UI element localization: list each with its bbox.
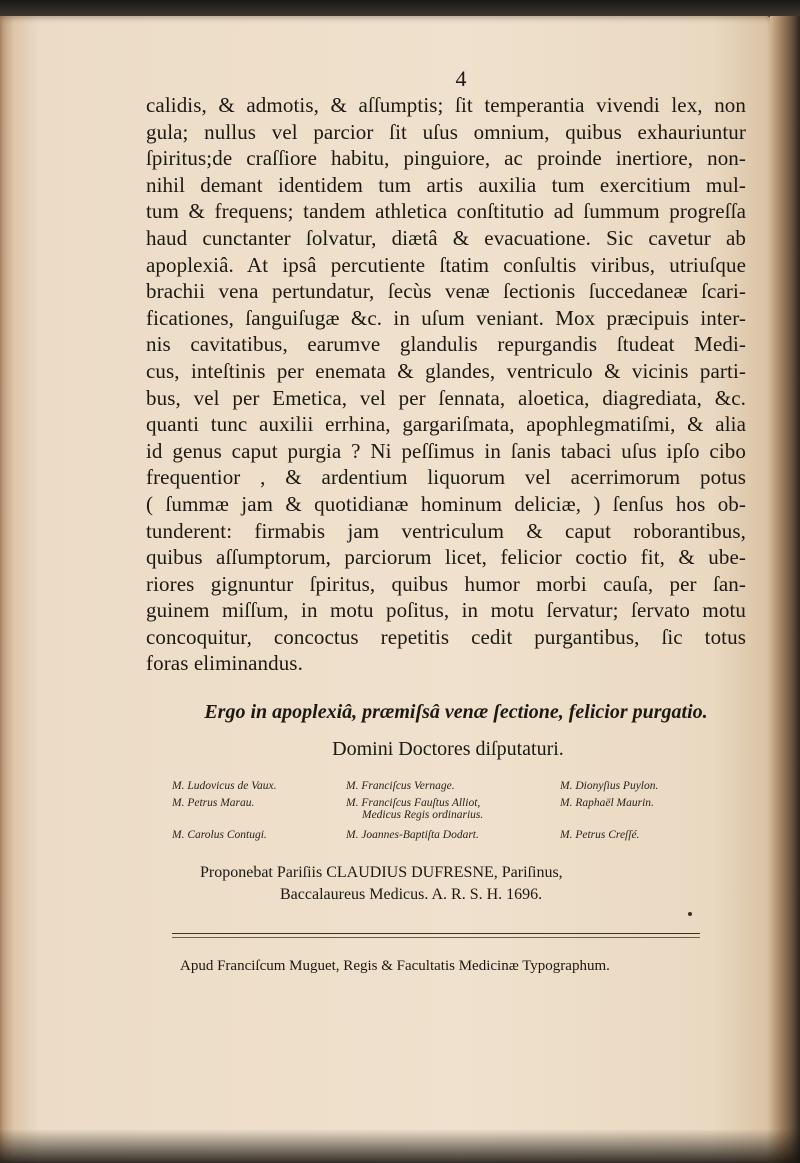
body-paragraph [146, 92, 746, 677]
doctors-heading: Domini Doctores diſputaturi. [332, 738, 564, 761]
divider-rule [172, 933, 700, 934]
doctors-row [172, 829, 732, 846]
doctor-name: M. Raphaël Maurin. [560, 797, 654, 809]
doctor-name: M. Franciſcus Vernage. [346, 780, 455, 792]
doctor-name: M. Franciſcus Fauſtus Alliot, [346, 797, 481, 809]
body-line: quibus aſſumptorum, parciorum licet, felicior coctio fit, & ube- [146, 545, 746, 570]
page-number: 4 [455, 66, 467, 91]
page-content [146, 68, 746, 761]
body-line: foras eliminandus. [146, 651, 303, 676]
doctor-name: M. Joannes-Baptiſta Dodart. [346, 829, 479, 841]
printer-imprint: Apud Franciſcum Muguet, Regis & Facultatis Medicinæ Typographum. [180, 958, 610, 974]
body-line: cus, inteſtinis per enemata & glandes, ventriculo & vicinis parti- [146, 358, 746, 383]
body-line: id genus caput purgia ? Ni peſſimus in ſanis tabaci uſus ipſo cibo [146, 438, 746, 463]
divider-rule [172, 937, 700, 938]
body-line: ficationes, ſanguiſugæ &c. in uſum veniant. Mox præcipuis inter- [146, 305, 746, 330]
doctor-name: M. Dionyſius Puylon. [560, 780, 659, 792]
doctor-name-block [346, 797, 483, 821]
body-line: riores gignuntur ſpiritus, quibus humor morbi cauſa, per ſan- [146, 571, 746, 596]
body-line: gula; nullus vel parcior ſit uſus omnium, quibus exhauriuntur [146, 119, 746, 144]
body-line: bus, vel per Emetica, vel per ſennata, aloetica, diagrediata, &c. [146, 385, 746, 410]
proponebat-line: Proponebat Pariſiis CLAUDIUS DUFRESNE, Pariſinus, [200, 864, 563, 881]
doctor-name: M. Ludovicus de Vaux. [172, 780, 277, 792]
doctor-name: M. Petrus Creſſé. [560, 829, 640, 841]
body-line: brachii vena pertundatur, ſecùs venæ ſectionis ſuccedaneæ ſcari- [146, 279, 746, 304]
body-line: calidis, & admotis, & aſſumptis; ſit temperantia vivendi lex, non [146, 93, 746, 117]
body-line: apoplexiâ. At ipsâ percutiente ſtatim conſultis viribus, utriuſque [146, 252, 746, 277]
page-fore-edge [770, 16, 800, 1163]
body-line: nis cavitatibus, earumve glandulis repurgandis ſtudeat Medi- [146, 332, 746, 357]
conclusion-thesis: Ergo in apoplexiâ, præmiſsâ venæ ſectione, felicior purgatio. [204, 701, 708, 724]
doctors-row [172, 797, 732, 829]
proponebat-line: Baccalaureus Medicus. A. R. S. H. 1696. [280, 886, 543, 903]
body-line: quanti tunc auxilii errhina, gargariſmata, apophlegmatiſmi, & alia [146, 412, 746, 437]
body-line: ( ſummæ jam & quotidianæ hominum deliciæ, ) ſenſus hos ob- [146, 491, 746, 516]
body-line: frequentior , & ardentium liquorum vel acerrimorum potus [146, 465, 746, 490]
body-line: haud cunctanter ſolvatur, diætâ & evacuatione. Sic cavetur ab [146, 225, 746, 250]
scan-shadow [0, 1129, 800, 1163]
doctors-list [172, 780, 732, 846]
ornament-dot [688, 912, 692, 916]
body-line: guinem miſſum, in motu poſitus, in motu ſervatur; ſervato motu [146, 598, 746, 623]
doctors-row [172, 780, 732, 797]
body-line: tunderent: firmabis jam ventriculum & caput roborantibus, [146, 518, 746, 543]
body-line: ſpiritus;de craſſiore habitu, pinguiore, ac proinde inertiore, non- [146, 146, 746, 171]
body-line: nihil demant identidem tum artis auxilia tum exercitium mul- [146, 172, 746, 197]
doctor-title: Medicus Regis ordinarius. [362, 809, 484, 821]
doctor-name: M. Petrus Marau. [172, 797, 255, 809]
proponebat-block [200, 862, 680, 906]
body-line: concoquitur, concoctus repetitis cedit purgantibus, ſic totus [146, 624, 746, 649]
doctor-name: M. Carolus Contugi. [172, 829, 267, 841]
body-line: tum & frequens; tandem athletica conſtitutio ad ſummum progreſſa [146, 199, 746, 224]
